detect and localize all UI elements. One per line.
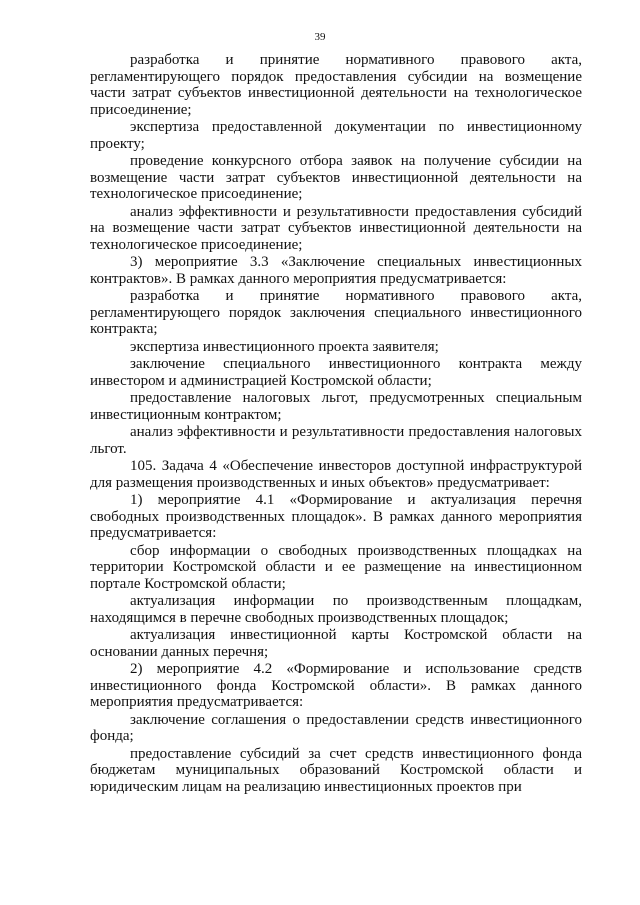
paragraph: актуализация информации по производственным площадкам, находящимся в перечне свободных производственных площадок; xyxy=(90,593,582,626)
page-number: 39 xyxy=(314,31,326,43)
paragraph: 1) мероприятие 4.1 «Формирование и актуализация перечня свободных производственных площадок». В рамках данного мероприятия предусматривается: xyxy=(90,492,582,541)
document-body xyxy=(90,52,582,796)
paragraph: предоставление субсидий за счет средств инвестиционного фонда бюджетам муниципальных образований Костромской области и юридическим лицам на реализацию инвестиционных проектов при xyxy=(90,745,582,795)
paragraph: заключение специального инвестиционного контракта между инвестором и администрацией Костромской области; xyxy=(90,356,582,389)
paragraph: разработка и принятие нормативного правового акта, регламентирующего порядок заключения специального инвестиционного контракта; xyxy=(90,288,582,337)
paragraph: анализ эффективности и результативности предоставления субсидий на возмещение части затрат субъектов инвестиционной деятельности на технологическое присоединение; xyxy=(90,203,582,253)
paragraph: 105. Задача 4 «Обеспечение инвесторов доступной инфраструктурой для размещения производственных и иных объектов» предусматривает: xyxy=(90,458,582,491)
paragraph: 3) мероприятие 3.3 «Заключение специальных инвестиционных контрактов». В рамках данного мероприятия предусматривается: xyxy=(90,254,582,287)
paragraph: заключение соглашения о предоставлении средств инвестиционного фонда; xyxy=(90,711,582,744)
paragraph: экспертиза инвестиционного проекта заявителя; xyxy=(130,338,439,355)
paragraph: актуализация инвестиционной карты Костромской области на основании данных перечня; xyxy=(90,627,582,660)
paragraph: проведение конкурсного отбора заявок на получение субсидии на возмещение части затрат субъектов инвестиционной деятельности на технологическое присоединение; xyxy=(90,153,582,202)
paragraph: разработка и принятие нормативного правового акта, регламентирующего порядок предоставления субсидии на возмещение части затрат субъектов инвестиционной деятельности на технологическое присоединение; xyxy=(90,52,582,118)
paragraph: 2) мероприятие 4.2 «Формирование и использование средств инвестиционного фонда Костромской области». В рамках данного мероприятия предусматривается: xyxy=(90,661,582,710)
paragraph: анализ эффективности и результативности предоставления налоговых льгот. xyxy=(90,424,582,457)
paragraph: сбор информации о свободных производственных площадках на территории Костромской области и ее размещение на инвестиционном портале Костромской области; xyxy=(90,542,582,592)
paragraph: экспертиза предоставленной документации по инвестиционному проекту; xyxy=(90,119,582,152)
paragraph: предоставление налоговых льгот, предусмотренных специальным инвестиционным контрактом; xyxy=(90,390,582,423)
